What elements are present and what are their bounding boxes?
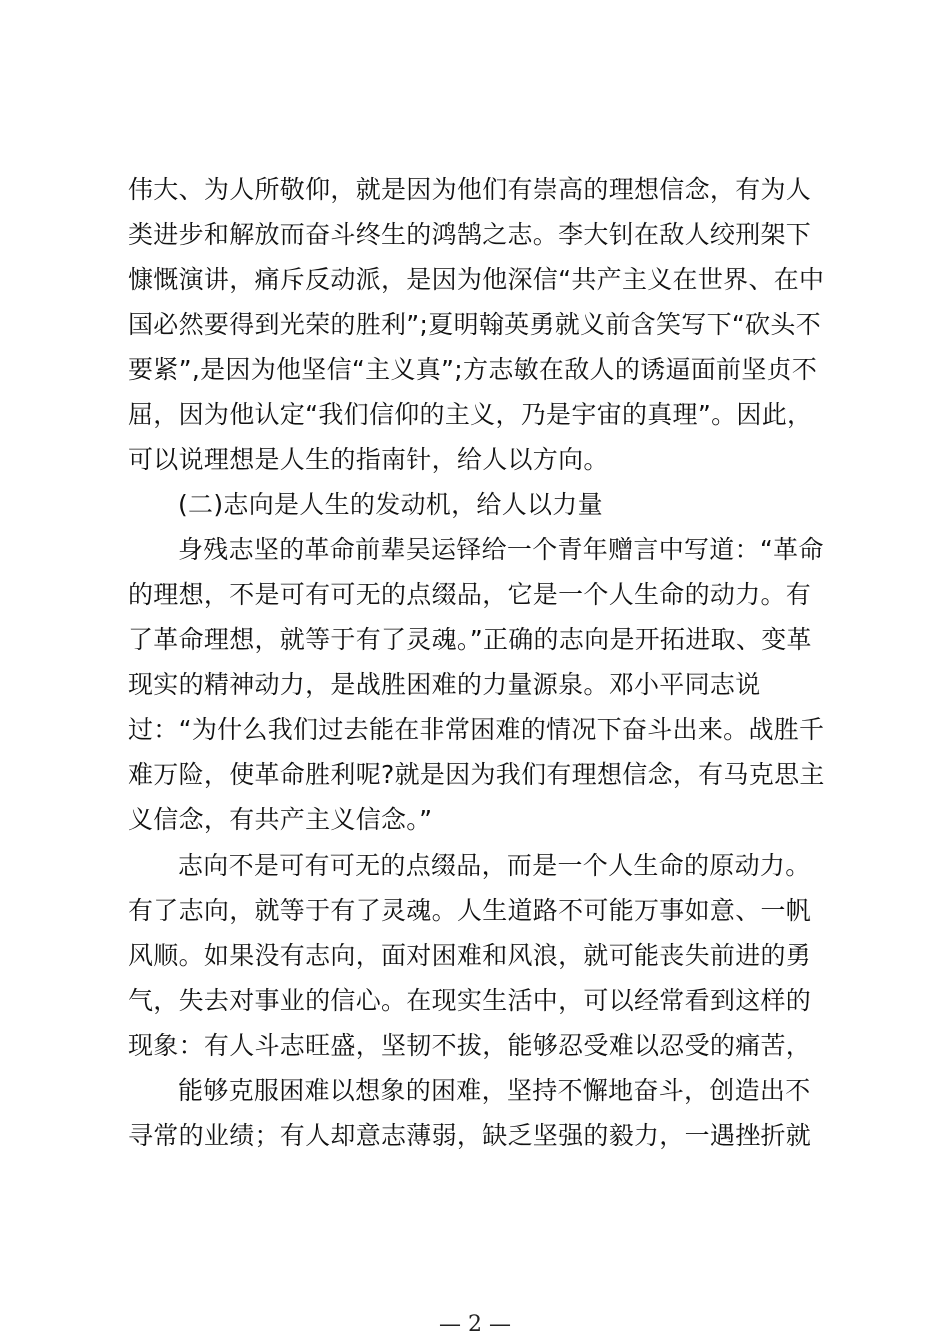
text-line: 了革命理想，就等于有了灵魂。”正确的志向是开拓进取、变革 (128, 625, 812, 654)
text-line: 气，失去对事业的信心。在现实生活中，可以经常看到这样的 (128, 986, 812, 1015)
text-line: 屈，因为他认定“我们信仰的主义，乃是宇宙的真理”。因此， (128, 400, 813, 429)
text-line: 的理想，不是可有可无的点缀品，它是一个人生命的动力。有 (128, 580, 812, 609)
text-line: 要紧”,是因为他坚信“主义真”;方志敏在敌人的诱逼面前坚贞不 (128, 355, 818, 384)
text-line: 有了志向，就等于有了灵魂。人生道路不可能万事如意、一帆 (128, 896, 812, 925)
text-line: 过：“为什么我们过去能在非常困难的情况下奋斗出来。战胜千 (128, 715, 825, 744)
text-line: 义信念，有共产主义信念。” (128, 805, 433, 834)
text-line: 志向不是可有可无的点缀品，而是一个人生命的原动力。 (178, 851, 811, 880)
text-line: 风顺。如果没有志向，面对困难和风浪，就可能丧失前进的勇 (128, 941, 812, 970)
text-line: 难万险，使革命胜利呢?就是因为我们有理想信念，有马克思主 (128, 760, 825, 789)
text-line: 能够克服困难以想象的困难，坚持不懈地奋斗，创造出不 (178, 1076, 811, 1105)
text-line: 国必然要得到光荣的胜利”;夏明翰英勇就义前含笑写下“砍头不 (128, 310, 822, 339)
text-line: 可以说理想是人生的指南针，给人以方向。 (128, 445, 609, 474)
text-line: 寻常的业绩；有人却意志薄弱，缺乏坚强的毅力，一遇挫折就 (128, 1121, 812, 1150)
text-line: 现象：有人斗志旺盛，坚韧不拔，能够忍受难以忍受的痛苦， (128, 1031, 812, 1060)
section-heading: (二)志向是人生的发动机，给人以力量 (178, 490, 603, 519)
text-line: 身残志坚的革命前辈吴运铎给一个青年赠言中写道：“革命 (178, 535, 824, 564)
text-line: 慷慨演讲，痛斥反动派，是因为他深信“共产主义在世界、在中 (128, 265, 825, 294)
text-line: 类进步和解放而奋斗终生的鸿鹄之志。李大钊在敌人绞刑架下 (128, 220, 812, 249)
text-line: 现实的精神动力，是战胜困难的力量源泉。邓小平同志说 (128, 670, 761, 699)
page-number: — 2 — (439, 1312, 511, 1337)
text-line: 伟大、为人所敬仰，就是因为他们有崇高的理想信念，有为人 (128, 175, 812, 204)
